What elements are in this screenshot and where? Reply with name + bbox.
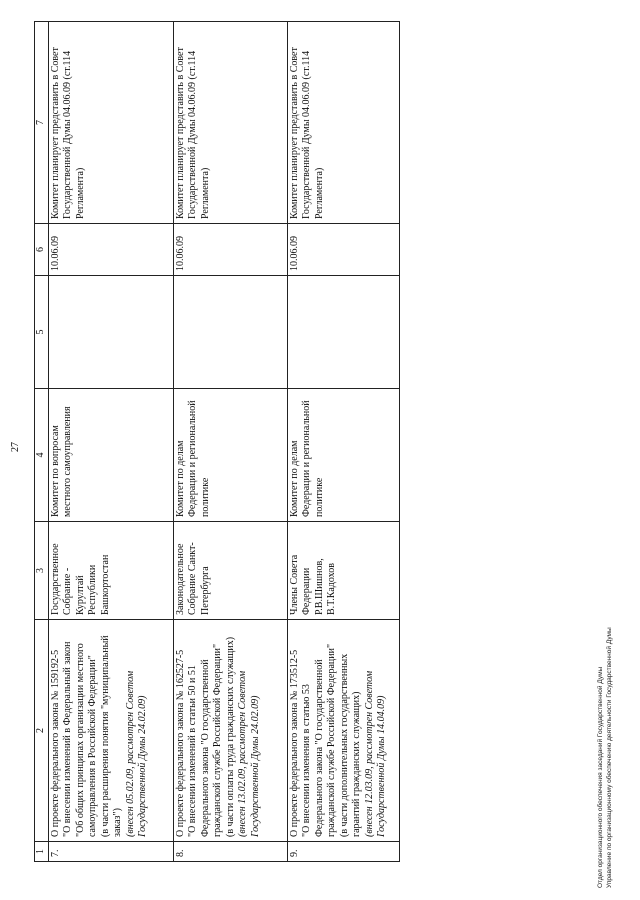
column-header: 3 [35, 522, 49, 620]
empty-cell [287, 276, 399, 389]
bill-line: "О внесении изменений в статьи 50 и 51 [187, 665, 198, 837]
bill-title-cell [287, 620, 399, 842]
column-header: 5 [35, 276, 49, 389]
committee-cell: Комитет по вопросам местного самоуправления [48, 389, 173, 522]
date-cell: 10.06.09 [173, 224, 287, 276]
empty-cell [173, 276, 287, 389]
column-header: 6 [35, 224, 49, 276]
plan-cell: Комитет планирует представить в Совет Государственной Думы 04.06.09 (ст.114 Регламента) [287, 22, 399, 224]
bill-line: гражданской службе Российской Федерации" [212, 643, 223, 837]
table-row [287, 22, 399, 862]
bill-line: гарантий гражданских служащих) [351, 691, 362, 837]
row-number: 8. [173, 842, 287, 862]
column-header: 2 [35, 620, 49, 842]
bill-line: (в части расширения понятия "муниципальный [99, 635, 111, 837]
plan-cell: Комитет планирует представить в Совет Государственной Думы 04.06.09 (ст.114 Регламента) [173, 22, 287, 224]
bill-note: (внесен 13.02.09, рассмотрен Советом [237, 670, 248, 837]
bill-line: "О внесении изменения в статью 53 [301, 684, 312, 837]
initiator-cell: Законодательное Собрание Санкт-Петербурга [173, 522, 287, 620]
legislation-table [34, 21, 400, 862]
bill-line: "О внесении изменений в Федеральный закон [62, 641, 73, 837]
rotated-table-container [34, 22, 387, 862]
bill-line: О проекте федерального закона № 173512-5 [288, 649, 300, 837]
bill-line: О проекте федерального закона № 159192-5 [49, 649, 61, 837]
empty-cell [48, 276, 173, 389]
bill-note: (внесен 05.02.09, рассмотрен Советом [124, 670, 136, 837]
column-header: 1 [35, 842, 49, 862]
page-number: 27 [10, 442, 21, 452]
bill-note: Государственной Думы 24.02.09) [249, 695, 261, 837]
bill-note: Государственной Думы 14.04.09) [376, 695, 387, 837]
date-cell: 10.06.09 [48, 224, 173, 276]
initiator-cell: Члены Совета Федерации Р.В.Шишнов, В.Т.Кадохов [287, 522, 399, 620]
bill-line: гражданской службе Российской Федерации" [326, 643, 337, 837]
bill-line: О проекте федерального закона № 162527-5 [174, 649, 186, 837]
bill-line: самоуправления в Российской Федерации" [87, 655, 98, 837]
row-number: 9. [287, 842, 399, 862]
footer-line: Отдел организационного обеспечения заседаний Государственной Думы [597, 666, 604, 888]
footer [596, 627, 614, 888]
bill-line: Федерального закона "О государственной [313, 659, 325, 837]
date-cell: 10.06.09 [287, 224, 399, 276]
table-header-row [35, 22, 49, 862]
bill-note: (внесен 12.03.09, рассмотрен Советом [363, 670, 375, 837]
bill-title-cell [48, 620, 173, 842]
bill-line: (в части дополнительных государственных [338, 653, 350, 837]
bill-line: Федерального закона "О государственной [199, 659, 211, 837]
table-row [48, 22, 173, 862]
bill-line: (в части оплаты труда гражданских служащих) [224, 636, 236, 837]
committee-cell: Комитет по делам Федерации и региональной политике [173, 389, 287, 522]
initiator-cell: Государственное Собрание - Курултай Республики Башкортостан [48, 522, 173, 620]
bill-line: заказ") [112, 808, 123, 837]
column-header: 4 [35, 389, 49, 522]
row-number: 7. [48, 842, 173, 862]
column-header: 7 [35, 22, 49, 224]
plan-cell: Комитет планирует представить в Совет Государственной Думы 04.06.09 (ст.114 Регламента) [48, 22, 173, 224]
bill-line: "Об общих принципах организации местного [74, 643, 86, 837]
footer-line: Управление по организационному обеспечению деятельности Государственной Думы [606, 627, 613, 888]
bill-note: Государственной Думы 24.02.09) [137, 695, 148, 837]
committee-cell: Комитет по делам Федерации и региональной политике [287, 389, 399, 522]
table-row [173, 22, 287, 862]
bill-title-cell [173, 620, 287, 842]
